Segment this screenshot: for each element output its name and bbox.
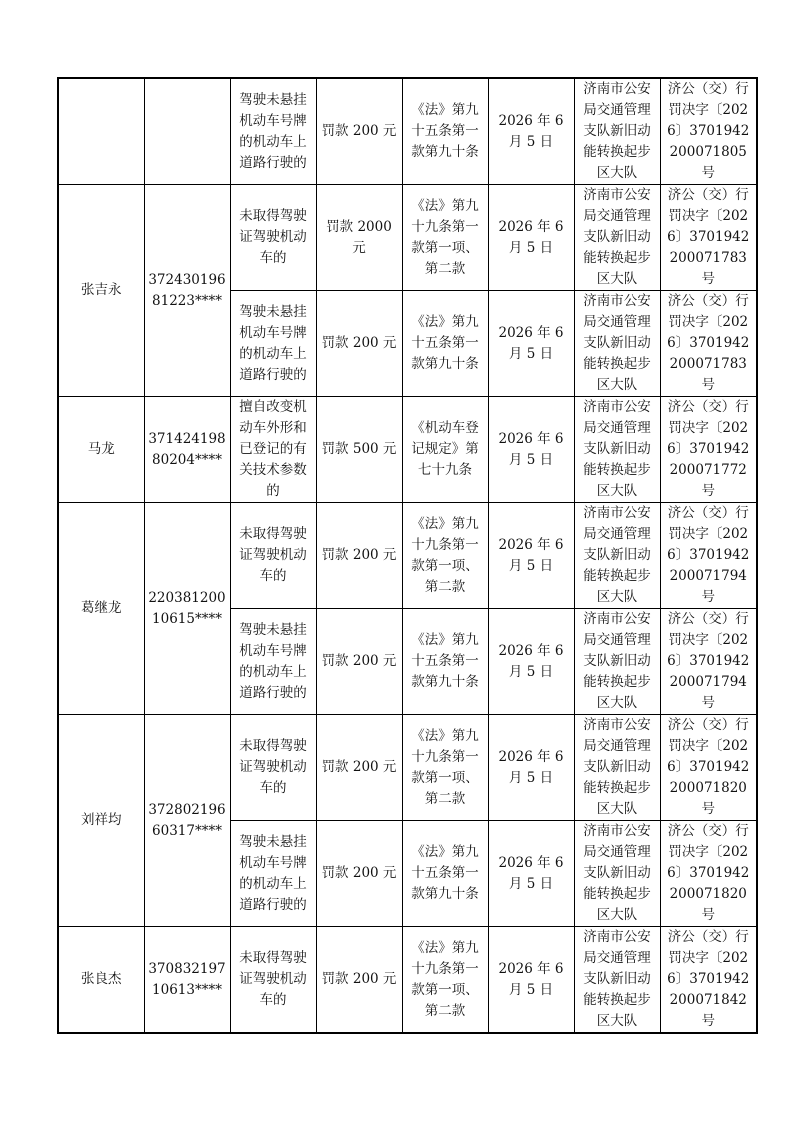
violation-cell: 驾驶未悬挂机动车号牌的机动车上道路行驶的 xyxy=(230,821,316,927)
person-name-cell: 葛继龙 xyxy=(58,503,144,715)
id-number-cell xyxy=(144,78,230,185)
date-cell: 2026 年 6 月 5 日 xyxy=(488,503,574,609)
table-row xyxy=(58,185,757,291)
penalty-cell: 罚款 200 元 xyxy=(316,715,402,821)
person-name-cell: 刘祥均 xyxy=(58,715,144,927)
table-row xyxy=(58,503,757,609)
decision-number-cell: 济公（交）行罚决字〔2026〕3701942200071772 号 xyxy=(660,397,757,503)
penalty-cell: 罚款 200 元 xyxy=(316,609,402,715)
authority-cell: 济南市公安局交通管理支队新旧动能转换起步区大队 xyxy=(574,609,660,715)
date-cell: 2026 年 6 月 5 日 xyxy=(488,78,574,185)
id-number-cell: 22038120010615**** xyxy=(144,503,230,715)
penalty-cell: 罚款 200 元 xyxy=(316,78,402,185)
decision-number-cell: 济公（交）行罚决字〔2026〕3701942200071794 号 xyxy=(660,503,757,609)
authority-cell: 济南市公安局交通管理支队新旧动能转换起步区大队 xyxy=(574,291,660,397)
date-cell: 2026 年 6 月 5 日 xyxy=(488,715,574,821)
penalty-cell: 罚款 500 元 xyxy=(316,397,402,503)
violation-cell: 未取得驾驶证驾驶机动车的 xyxy=(230,185,316,291)
penalty-cell: 罚款 2000 元 xyxy=(316,185,402,291)
person-name-cell xyxy=(58,78,144,185)
date-cell: 2026 年 6 月 5 日 xyxy=(488,397,574,503)
date-cell: 2026 年 6 月 5 日 xyxy=(488,821,574,927)
legal-basis-cell: 《法》第九十五条第一款第九十条 xyxy=(402,291,488,397)
id-number-cell: 37280219660317**** xyxy=(144,715,230,927)
authority-cell: 济南市公安局交通管理支队新旧动能转换起步区大队 xyxy=(574,397,660,503)
decision-number-cell: 济公（交）行罚决字〔2026〕3701942200071842 号 xyxy=(660,927,757,1034)
person-name-cell: 张良杰 xyxy=(58,927,144,1034)
decision-number-cell: 济公（交）行罚决字〔2026〕3701942200071783 号 xyxy=(660,185,757,291)
decision-number-cell: 济公（交）行罚决字〔2026〕3701942200071794 号 xyxy=(660,609,757,715)
legal-basis-cell: 《法》第九十九条第一款第一项、第二款 xyxy=(402,185,488,291)
penalty-cell: 罚款 200 元 xyxy=(316,821,402,927)
authority-cell: 济南市公安局交通管理支队新旧动能转换起步区大队 xyxy=(574,185,660,291)
legal-basis-cell: 《法》第九十九条第一款第一项、第二款 xyxy=(402,927,488,1034)
table-row xyxy=(58,397,757,503)
violation-cell: 未取得驾驶证驾驶机动车的 xyxy=(230,927,316,1034)
id-number-cell: 37083219710613**** xyxy=(144,927,230,1034)
violation-cell: 未取得驾驶证驾驶机动车的 xyxy=(230,503,316,609)
violation-cell: 驾驶未悬挂机动车号牌的机动车上道路行驶的 xyxy=(230,78,316,185)
authority-cell: 济南市公安局交通管理支队新旧动能转换起步区大队 xyxy=(574,78,660,185)
date-cell: 2026 年 6 月 5 日 xyxy=(488,185,574,291)
id-number-cell: 37243019681223**** xyxy=(144,185,230,397)
penalty-cell: 罚款 200 元 xyxy=(316,927,402,1034)
table-body xyxy=(58,78,757,1033)
authority-cell: 济南市公安局交通管理支队新旧动能转换起步区大队 xyxy=(574,503,660,609)
legal-basis-cell: 《机动车登记规定》第七十九条 xyxy=(402,397,488,503)
id-number-cell: 37142419880204**** xyxy=(144,397,230,503)
decision-number-cell: 济公（交）行罚决字〔2026〕3701942200071783 号 xyxy=(660,291,757,397)
legal-basis-cell: 《法》第九十五条第一款第九十条 xyxy=(402,78,488,185)
table-row xyxy=(58,715,757,821)
authority-cell: 济南市公安局交通管理支队新旧动能转换起步区大队 xyxy=(574,715,660,821)
legal-basis-cell: 《法》第九十九条第一款第一项、第二款 xyxy=(402,503,488,609)
penalty-cell: 罚款 200 元 xyxy=(316,503,402,609)
date-cell: 2026 年 6 月 5 日 xyxy=(488,927,574,1034)
penalty-table xyxy=(57,77,758,1034)
authority-cell: 济南市公安局交通管理支队新旧动能转换起步区大队 xyxy=(574,927,660,1034)
legal-basis-cell: 《法》第九十五条第一款第九十条 xyxy=(402,821,488,927)
authority-cell: 济南市公安局交通管理支队新旧动能转换起步区大队 xyxy=(574,821,660,927)
legal-basis-cell: 《法》第九十五条第一款第九十条 xyxy=(402,609,488,715)
date-cell: 2026 年 6 月 5 日 xyxy=(488,291,574,397)
violation-cell: 擅自改变机动车外形和已登记的有关技术参数的 xyxy=(230,397,316,503)
table-row xyxy=(58,927,757,1034)
violation-cell: 驾驶未悬挂机动车号牌的机动车上道路行驶的 xyxy=(230,609,316,715)
decision-number-cell: 济公（交）行罚决字〔2026〕3701942200071820 号 xyxy=(660,715,757,821)
person-name-cell: 张吉永 xyxy=(58,185,144,397)
legal-basis-cell: 《法》第九十九条第一款第一项、第二款 xyxy=(402,715,488,821)
date-cell: 2026 年 6 月 5 日 xyxy=(488,609,574,715)
penalty-cell: 罚款 200 元 xyxy=(316,291,402,397)
decision-number-cell: 济公（交）行罚决字〔2026〕3701942200071820 号 xyxy=(660,821,757,927)
decision-number-cell: 济公（交）行罚决字〔2026〕3701942200071805 号 xyxy=(660,78,757,185)
violation-cell: 驾驶未悬挂机动车号牌的机动车上道路行驶的 xyxy=(230,291,316,397)
table-row xyxy=(58,78,757,185)
person-name-cell: 马龙 xyxy=(58,397,144,503)
violation-cell: 未取得驾驶证驾驶机动车的 xyxy=(230,715,316,821)
